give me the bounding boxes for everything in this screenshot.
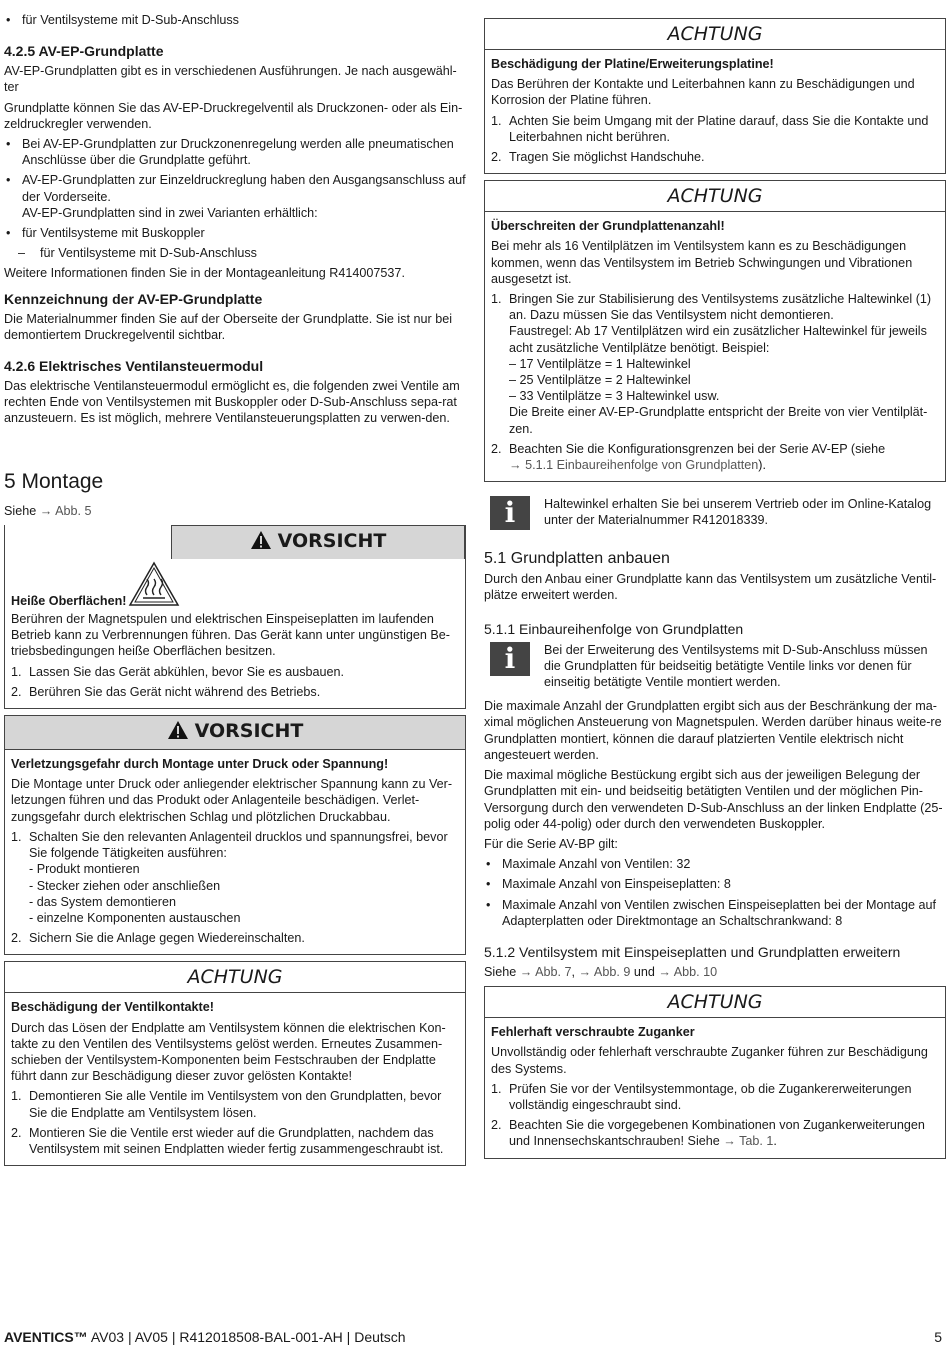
step-text: Sichern Sie die Anlage gegen Wiedereinschalten.	[29, 931, 305, 946]
step-text: Die Breite einer AV-EP-Grundplatte entspricht der Breite von vier Ventilplät-zen.	[509, 405, 928, 436]
notice-box-tie-rods	[484, 986, 946, 1158]
section-heading-5-1-2: 5.1.2 Ventilsystem mit Einspeiseplatten und Grundplatten erweitern	[484, 943, 901, 960]
notice-subtitle: Fehlerhaft verschraubte Zuganker	[491, 1025, 695, 1040]
right-column	[484, 18, 946, 1165]
info-text: Haltewinkel erhalten Sie bei unserem Vertrieb oder im Online-Katalog unter der Materialnummer R412018339.	[544, 497, 932, 528]
caution-title	[5, 716, 465, 750]
caution-title	[171, 525, 465, 559]
section-heading-4-2-5: 4.2.5 AV-EP-Grundplatte	[4, 43, 164, 60]
step-text: Beachten Sie die Konfigurationsgrenzen bei der Serie AV-EP (siehe	[509, 441, 886, 456]
info-icon: i	[490, 642, 530, 676]
figure-link[interactable]: → Abb. 10	[658, 964, 718, 979]
step-text: Beachten Sie die vorgegebenen Kombinationen von Zugankerweiterungen und Innensechskantschrauben! Siehe	[509, 1118, 925, 1149]
sub-item: – 17 Ventilplätze = 1 Haltewinkel	[509, 356, 691, 371]
step-item: 2. Sichern Sie die Anlage gegen Wiedereinschalten.	[11, 931, 305, 946]
section-heading-5-1-1: 5.1.1 Einbaureihenfolge von Grundplatten	[484, 620, 744, 637]
brand-name: AVENTICS™	[4, 1329, 88, 1345]
sub-item: – 33 Ventilplätze = 3 Haltewinkel usw.	[509, 389, 720, 404]
paragraph: AV-EP-Grundplatten gibt es in verschiedenen Ausführungen. Je nach ausgewähl-ter	[4, 64, 457, 95]
caution-label: VORSICHT	[194, 720, 304, 743]
notice-text: Bei mehr als 16 Ventilplätzen im Ventilsystem kann es zu Beschädigungen kommen, wenn das Ventilsystem im Betrieb Schwingungen und Vibrationen ausgesetzt ist.	[491, 239, 913, 286]
step-item: 1. Demontieren Sie alle Ventile im Ventilsystem von den Grundplatten, bevor Sie die Endplatte am Ventilsystem lösen.	[11, 1089, 442, 1120]
step-item: 2. Montieren Sie die Ventile erst wieder auf die Grundplatten, nachdem das Ventilsystem mit seinen Endplatten wieder fertig zusammengeschraubt ist.	[11, 1125, 444, 1156]
info-note-bracket	[484, 496, 946, 530]
notice-text: Durch das Lösen der Endplatte am Ventilsystem können die elektrischen Kon-takte zu den Ventilen des Ventilsystems gelöst werden. Erneutes Zusammen-schieben der Ventilsystem-Komponenten beim Festschrauben der Endplatte führt dann zur Beschädigung dieser zuvor gelösten Kontakte!	[11, 1020, 446, 1084]
step-text: .	[773, 1134, 777, 1149]
step-text: Berühren Sie das Gerät nicht während des Betriebs.	[29, 684, 321, 699]
step-text: Schalten Sie den relevanten Anlagenteil drucklos und spannungsfrei, bevor Sie folgende Tätigkeiten ausführen:	[29, 829, 448, 861]
notice-subtitle: Überschreiten der Grundplattenanzahl!	[491, 219, 725, 234]
step-text: Lassen Sie das Gerät abkühlen, bevor Sie es ausbauen.	[29, 664, 345, 679]
step-item: 2. Tragen Sie möglichst Handschuhe.	[491, 150, 705, 165]
conjunction: und	[633, 964, 655, 979]
hot-surface-icon	[128, 561, 180, 611]
step-item: 2. Beachten Sie die vorgegebenen Kombinationen von Zugankerweiterungen und Innensechskantschrauben! Siehe → Tab. 1.	[491, 1118, 925, 1149]
section-heading-4-2-6: 4.2.6 Elektrisches Ventilansteuermodul	[4, 358, 264, 375]
notice-box-circuit-board	[484, 18, 946, 174]
step-text: Demontieren Sie alle Ventile im Ventilsystem von den Grundplatten, bevor Sie die Endplatte am Ventilsystem lösen.	[29, 1089, 442, 1120]
notice-title: ACHTUNG	[485, 181, 945, 212]
list-item: • Maximale Anzahl von Ventilen: 32	[484, 856, 946, 872]
paragraph: Grundplatte können Sie das AV-EP-Druckregelventil als Druckzonen- oder als Ein-zeldruckregler verwenden.	[4, 100, 463, 131]
step-item: 1. Bringen Sie zur Stabilisierung des Ventilsystems zusätzliche Haltewinkel (1) an. Dazu müssen Sie das Ventilsystem nicht demontieren. Faustregel: Ab 17 Ventilplätzen wird ein zusätzlicher Haltewinkel für jeweils acht zusätzliche Ventilplätze benötigt. Beispiel: – 17 Ventilplätze = 1 Haltewinkel – 25 Ventilplätze = 2 Haltewinkel – 33 Ventilplätze = 3 Haltewinkel usw. Die Breite einer AV-EP-Grundplatte entspricht der Breite von vier Ventilplät-zen.	[491, 291, 939, 437]
list-item: – für Ventilsysteme mit D-Sub-Anschluss	[4, 245, 466, 261]
warning-triangle-icon	[250, 530, 272, 557]
document-id: AV03 | AV05 | R412018508-BAL-001-AH | Deutsch	[90, 1329, 406, 1345]
notice-box-baseplate-count	[484, 180, 946, 482]
left-column	[4, 12, 466, 1172]
step-text: Prüfen Sie vor der Ventilsystemmontage, ob die Zugankererweiterungen vollständig eingeschraubt sind.	[509, 1081, 912, 1112]
list-item: • für Ventilsysteme mit Buskoppler	[4, 225, 466, 241]
notice-title: ACHTUNG	[5, 962, 465, 993]
figure-link[interactable]: → Abb. 7	[519, 964, 572, 979]
section-link[interactable]: → 5.1.1 Einbaureihenfolge von Grundplatten	[509, 458, 759, 473]
step-text: Faustregel: Ab 17 Ventilplätzen wird ein zusätzlicher Haltewinkel für jeweils acht zusätzliche Ventilplätze benötigt. Beispiel:	[509, 324, 927, 355]
caution-text: Berühren der Magnetspulen und elektrischen Einspeiseplatten im laufenden Betrieb kann zu Verbrennungen führen. Das Gerät kann unter ungünstigen Be-triebsbedingungen heiße Oberflächen besitzen.	[11, 612, 450, 659]
step-item: 1. Lassen Sie das Gerät abkühlen, bevor Sie es ausbauen.	[11, 664, 345, 679]
info-icon: i	[490, 496, 530, 530]
notice-title: ACHTUNG	[485, 19, 945, 50]
page-footer	[4, 1328, 942, 1346]
see-reference	[4, 503, 466, 519]
see-label: Siehe	[4, 503, 37, 518]
step-text: Montieren Sie die Ventile erst wieder auf die Grundplatten, nachdem das Ventilsystem mit seinen Endplatten wieder fertig zusammengeschraubt ist.	[29, 1125, 444, 1156]
table-link[interactable]: → Tab. 1	[723, 1134, 774, 1149]
notice-box-valve-contacts	[4, 961, 466, 1166]
sub-item: – 25 Ventilplätze = 2 Haltewinkel	[509, 373, 691, 388]
paragraph: Durch den Anbau einer Grundplatte kann das Ventilsystem um zusätzliche Ventil-plätze erweitert werden.	[484, 572, 937, 603]
step-text: Achten Sie beim Umgang mit der Platine darauf, dass Sie die Kontakte und Leiterbahnen nicht berühren.	[509, 113, 929, 144]
paragraph: Das elektrische Ventilansteuermodul ermöglicht es, die folgenden zwei Ventile am rechten Ende von Ventilsystemen mit Buskoppler oder D-Sub-Anschluss sepa-rat anzusteuern. Es ist möglich, mehrere Ventilansteuerungsplatten zu verwen-den.	[4, 379, 460, 426]
notice-subtitle: Beschädigung der Platine/Erweiterungsplatine!	[491, 57, 774, 71]
notice-subtitle: Beschädigung der Ventilkontakte!	[11, 1000, 214, 1015]
info-note-dsub	[484, 642, 946, 691]
step-text: ).	[758, 458, 766, 473]
caution-box-hot-surfaces	[4, 525, 466, 709]
paragraph: Weitere Informationen finden Sie in der Montageanleitung R414007537.	[4, 266, 405, 281]
list-item: • Maximale Anzahl von Einspeiseplatten: 8	[484, 876, 946, 892]
section-heading-5: 5 Montage	[4, 469, 104, 493]
caution-subtitle: Heiße Oberflächen!	[11, 593, 127, 608]
section-heading-5-1: 5.1 Grundplatten anbauen	[484, 550, 670, 568]
step-item: 1. Achten Sie beim Umgang mit der Platine darauf, dass Sie die Kontakte und Leiterbahnen nicht berühren.	[491, 113, 929, 144]
paragraph: Für die Serie AV-BP gilt:	[484, 836, 618, 851]
see-reference: Siehe → Abb. 7, → Abb. 9 und → Abb. 10	[484, 964, 718, 979]
sub-item: - Produkt montieren	[29, 862, 140, 877]
list-item: • Maximale Anzahl von Ventilen zwischen Einspeiseplatten bei der Montage auf Adapterplatten oder Direktmontage an Schaltschrankwand: 8	[484, 897, 946, 929]
notice-text: Das Berühren der Kontakte und Leiterbahnen kann zu Beschädigungen und Korrosion der Platine führen.	[491, 77, 915, 108]
caution-subtitle: Verletzungsgefahr durch Montage unter Druck oder Spannung!	[11, 757, 389, 772]
step-item: 1. Prüfen Sie vor der Ventilsystemmontage, ob die Zugankererweiterungen vollständig eingeschraubt sind.	[491, 1081, 912, 1112]
sub-item: - das System demontieren	[29, 894, 176, 909]
warning-triangle-icon	[167, 720, 189, 747]
caution-text: Die Montage unter Druck oder anliegender elektrischer Spannung kann zu Ver-letzungen führen und das Produkt oder Anlagenteile beschädigen. Verlet-zungsgefahr durch elektrischen Schlag und plötzlichen Druckabbau.	[11, 777, 453, 824]
subheading-kennzeichnung: Kennzeichnung der AV-EP-Grundplatte	[4, 290, 263, 307]
step-text: Bringen Sie zur Stabilisierung des Ventilsystems zusätzliche Haltewinkel (1) an. Dazu müssen Sie das Ventilsystem nicht demontieren.	[509, 292, 932, 323]
step-item: 1. Schalten Sie den relevanten Anlagenteil drucklos und spannungsfrei, bevor Sie folgende Tätigkeiten ausführen: - Produkt montieren - Stecker ziehen oder anschließen - das System demontieren - einzelne Komponenten austauschen	[11, 829, 459, 926]
see-label: Siehe	[484, 964, 517, 979]
caution-sub-row	[11, 561, 459, 611]
list-item-text: AV-EP-Grundplatten zur Einzeldruckreglung haben den Ausgangsanschluss auf der Vorderseite.	[22, 173, 466, 204]
step-text: Tragen Sie möglichst Handschuhe.	[509, 150, 705, 165]
list-item-text: AV-EP-Grundplatten sind in zwei Varianten erhältlich:	[22, 205, 318, 220]
step-item: 2. Beachten Sie die Konfigurationsgrenzen bei der Serie AV-EP (siehe → 5.1.1 Einbaureihenfolge von Grundplatten).	[491, 441, 886, 473]
caution-label: VORSICHT	[277, 529, 387, 552]
page-number: 5	[934, 1329, 942, 1345]
caution-box-pressure	[4, 715, 466, 955]
sub-item: - Stecker ziehen oder anschließen	[29, 878, 221, 893]
step-item: 2. Berühren Sie das Gerät nicht während des Betriebs.	[11, 684, 321, 699]
list-item	[4, 172, 466, 221]
list-item: • Bei AV-EP-Grundplatten zur Druckzonenregelung werden alle pneumatischen Anschlüsse über die Grundplatte geführt.	[4, 136, 466, 168]
paragraph: Die Materialnummer finden Sie auf der Oberseite der Grundplatte. Sie ist nur bei demontiertem Druckregelventil sichtbar.	[4, 311, 453, 342]
notice-text: Unvollständig oder fehlerhaft verschraubte Zuganker führen zur Beschädigung des Systems.	[491, 1045, 928, 1076]
sub-item: - einzelne Komponenten austauschen	[29, 910, 241, 925]
notice-title: ACHTUNG	[485, 987, 945, 1018]
info-text: Bei der Erweiterung des Ventilsystems mit D-Sub-Anschluss müssen die Grundplatten für beidseitig betätigte Ventile links vor denen für einseitig betätigte Ventile montiert werden.	[544, 642, 928, 690]
paragraph: Die maximale Anzahl der Grundplatten ergibt sich aus der Beschränkung der ma-ximal möglichen Ansteuerung von Magnetspulen. Werden darüber hinaus weite-re Grundplatten montiert, können die darauf platzierten Ventile elektrisch nicht angesteuert werden.	[484, 699, 942, 762]
paragraph: Die maximal mögliche Bestückung ergibt sich aus der jeweiligen Belegung der Grundplatten mit ein- und beidseitig betätigten Ventilen und der möglichen Pin-Versorgung durch den verwendeten D-Sub-Anschluss an der linken Endplatte (25-polig oder 44-polig) oder durch den verwendeten Buskoppler.	[484, 768, 943, 831]
figure-link[interactable]: → Abb. 5	[39, 503, 92, 518]
figure-link[interactable]: → Abb. 9	[578, 964, 631, 979]
list-item: • für Ventilsysteme mit D-Sub-Anschluss	[4, 12, 466, 28]
